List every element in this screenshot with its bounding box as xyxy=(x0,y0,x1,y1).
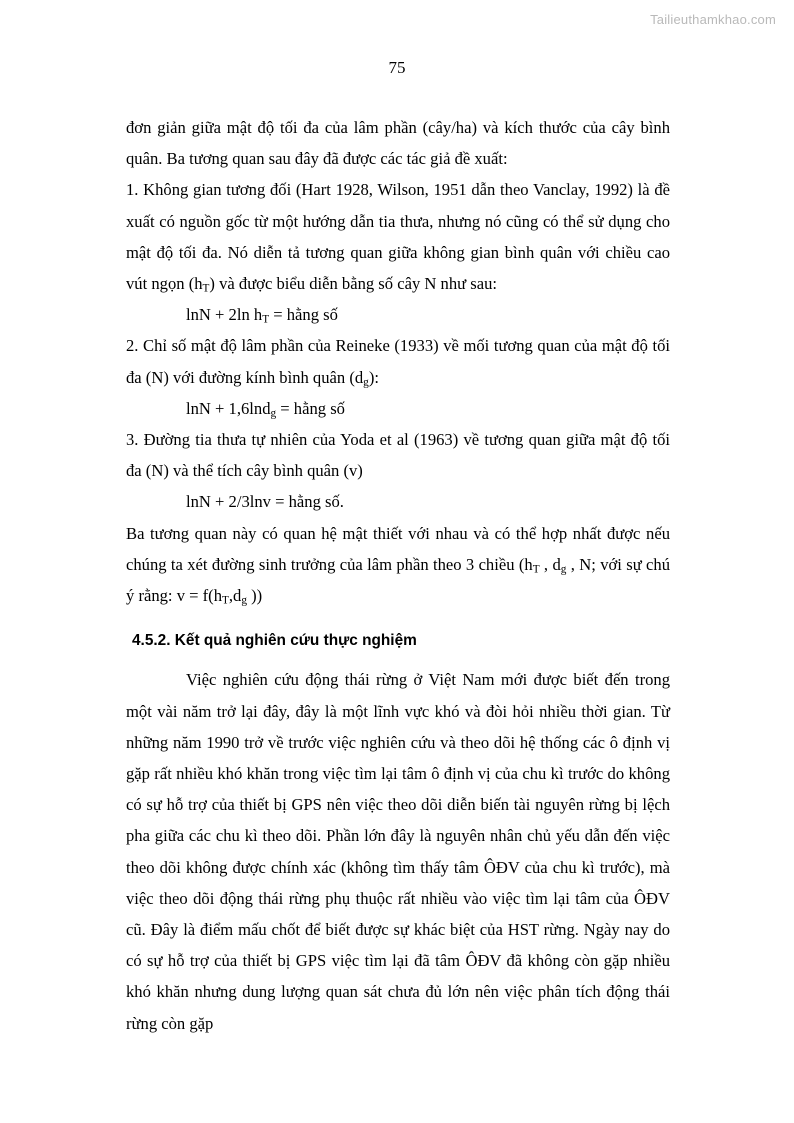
list-item-2-text-after: ): xyxy=(368,367,379,387)
paragraph-intro: đơn giản giữa mật độ tối đa của lâm phần (cây/ha) và kích thước của cây bình quân. Ba tương quan sau đây đã được các tác giả đề xuất: xyxy=(126,118,670,169)
section-spacer-below-heading xyxy=(126,656,670,664)
page-number: 75 xyxy=(388,58,406,77)
list-item-1-text-after: ) và được biểu diễn bằng số cây N như sau: xyxy=(209,274,497,294)
paragraph-summary-part5: )) xyxy=(246,586,263,606)
paragraph-final: Việc nghiên cứu động thái rừng ở Việt Nam mới được biết đến trong một vài năm trở lại đây, đây là một lĩnh vực khó và đòi hỏi nhiều thời gian. Từ những năm 1990 trở về trước việc nghiên cứu và theo dõi hệ thống các ô định vị gặp rất nhiều khó khăn trong việc tìm lại tâm ô định vị của chu kì trước do không có sự hỗ trợ của thiết bị GPS nên việc theo dõi diễn biến tài nguyên rừng bị lệch pha giữa các chu kì theo dõi. Phần lớn đây là nguyên nhân chủ yếu dẫn đến việc theo dõi không được chính xác (không tìm thấy tâm ÔĐV của chu kì trước), mà việc theo dõi động thái rừng phụ thuộc rất nhiều vào việc tìm lại tâm của ÔĐV cũ. Đây là điểm mấu chốt để biết được sự khác biệt của HST rừng. Ngày nay do có sự hỗ trợ của thiết bị GPS việc tìm lại đã tâm ÔĐV đã không còn gặp nhiều khó khăn nhưng dung lượng quan sát chưa đủ lớn nên việc phân tích động thái rừng còn gặp xyxy=(126,670,670,1033)
paragraph-summary-part4: ,d xyxy=(228,586,242,606)
formula-1-subscript: T xyxy=(262,313,270,326)
list-item-2-subscript: g xyxy=(363,376,369,389)
paragraph-summary-part3: , N; với sự chú ý rằng: v = f(h xyxy=(126,554,671,606)
formula-1-post: = hằng số xyxy=(269,305,338,325)
paragraph-summary xyxy=(126,518,670,612)
list-item-1-text-before: 1. Không gian tương đối (Hart 1928, Wilson, 1951 dẫn theo Vanclay, 1992) là đề xuất có nguồn gốc từ một hướng dẫn tia thưa, nhưng nó cũng có thể sử dụng cho mật độ tối đa. Nó diễn tả tương quan giữa không gian bình quân với chiều cao vút ngọn (h xyxy=(126,180,670,294)
paragraph-summary-sub3: T xyxy=(222,594,229,607)
formula-1-pre: lnN + 2ln h xyxy=(186,305,263,325)
list-item-1 xyxy=(126,174,670,299)
list-item-2-text-before: 2. Chỉ số mật độ lâm phần của Reineke (1933) về mối tương quan của mật độ tối đa (N) với đường kính bình quân (d xyxy=(126,336,670,387)
section-spacer-above-heading xyxy=(126,611,670,625)
paragraph-summary-sub1: T xyxy=(532,563,540,576)
section-heading-4-5-2: 4.5.2. Kết quả nghiên cứu thực nghiệm xyxy=(132,632,417,650)
list-item-2 xyxy=(126,330,670,392)
page-content xyxy=(126,112,670,1039)
formula-2-pre: lnN + 1,6lnd xyxy=(186,398,271,418)
paragraph-summary-part1: Ba tương quan này có quan hệ mật thiết với nhau và có thể hợp nhất được nếu chúng ta xét đường sinh trưởng của lâm phần theo 3 chiều (h xyxy=(126,523,670,574)
formula-2-subscript: g xyxy=(270,407,277,420)
paragraph-summary-part2: , d xyxy=(539,554,561,574)
paragraph-summary-sub4: g xyxy=(241,594,247,607)
formula-3 xyxy=(126,486,670,517)
formula-2-post: = hằng số xyxy=(276,398,345,418)
formula-3-pre: lnN + 2/3lnv = hằng số. xyxy=(186,492,344,512)
formula-2 xyxy=(126,393,670,424)
paragraph-summary-sub2: g xyxy=(560,563,567,576)
list-item-3: 3. Đường tia thưa tự nhiên của Yoda et al (1963) về tương quan giữa mật độ tối đa (N) và thể tích cây bình quân (v) xyxy=(126,430,670,481)
watermark-text: Tailieuthamkhao.com xyxy=(650,12,776,27)
list-item-1-subscript: T xyxy=(202,282,210,295)
formula-1 xyxy=(126,299,670,330)
